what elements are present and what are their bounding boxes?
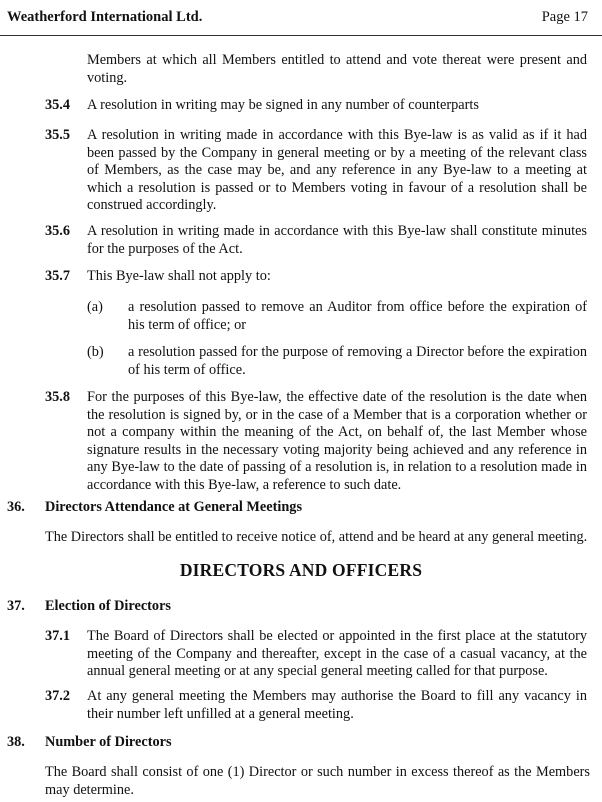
section-number: 37. — [7, 598, 25, 614]
section-heading: Election of Directors — [45, 598, 171, 614]
section-paragraph: The Board shall consist of one (1) Director or such number in excess thereof as the Members may determine. — [45, 764, 590, 798]
header-rule — [0, 35, 602, 36]
subitem-text: a resolution passed for the purpose of removing a Director before the expiration of his term of office. — [128, 344, 587, 378]
company-name: Weatherford International Ltd. — [7, 9, 203, 25]
clause-text: A resolution in writing made in accordance with this Bye-law is as valid as if it had been passed by the Company in general meeting or by a meeting of the relevant class of Members, as the case may be, and any reference in any Bye-law to a meeting at which a resolution is passed or to Members voting in favour of a resolution shall be construed accordingly. — [87, 127, 587, 214]
section-paragraph: The Directors shall be entitled to receive notice of, attend and be heard at any general meeting. — [45, 529, 588, 545]
page-number: Page 17 — [541, 9, 588, 25]
page-header — [7, 2, 588, 26]
clause-number: 35.8 — [45, 389, 71, 405]
continuation-paragraph: Members at which all Members entitled to attend and vote thereat were present and voting. — [87, 52, 587, 86]
subitem-text: a resolution passed to remove an Auditor from office before the expiration of his term of office; or — [128, 299, 587, 333]
clause-number: 37.1 — [45, 628, 71, 644]
clause-number: 35.6 — [45, 223, 71, 239]
section-number: 36. — [7, 499, 25, 515]
subitem-label: (a) — [87, 299, 103, 315]
part-title: DIRECTORS AND OFFICERS — [179, 560, 423, 580]
clause-text: This Bye-law shall not apply to: — [87, 268, 271, 284]
clause-number: 35.7 — [45, 268, 71, 284]
section-number: 38. — [7, 734, 25, 750]
clause-text: The Board of Directors shall be elected or appointed in the first place at the statutory meeting of the Company and thereafter, except in the case of a casual vacancy, at the annual general meeting or at any special general meeting called for that purpose. — [87, 628, 587, 680]
clause-text: At any general meeting the Members may authorise the Board to fill any vacancy in their number left unfilled at a general meeting. — [87, 688, 587, 722]
clause-number: 35.5 — [45, 127, 71, 143]
clause-text: For the purposes of this Bye-law, the effective date of the resolution is the date when the resolution is signed by, or in the case of a Member that is a corporation whether or not a company within the meaning of the Act, on behalf of, the last Member whose signature results in the necessary voting majority being achieved and any reference in any Bye-law to the date of passing of a resolution is, in relation to a resolution made in accordance with this Bye-law, a reference to such date. — [87, 389, 587, 493]
clause-text: A resolution in writing may be signed in any number of counterparts — [87, 97, 479, 113]
section-heading: Directors Attendance at General Meetings — [45, 499, 303, 515]
clause-text: A resolution in writing made in accordance with this Bye-law shall constitute minutes for the purposes of the Act. — [87, 223, 587, 257]
subitem-label: (b) — [87, 344, 104, 360]
section-heading: Number of Directors — [45, 734, 172, 750]
clause-number: 35.4 — [45, 97, 71, 113]
clause-number: 37.2 — [45, 688, 71, 704]
